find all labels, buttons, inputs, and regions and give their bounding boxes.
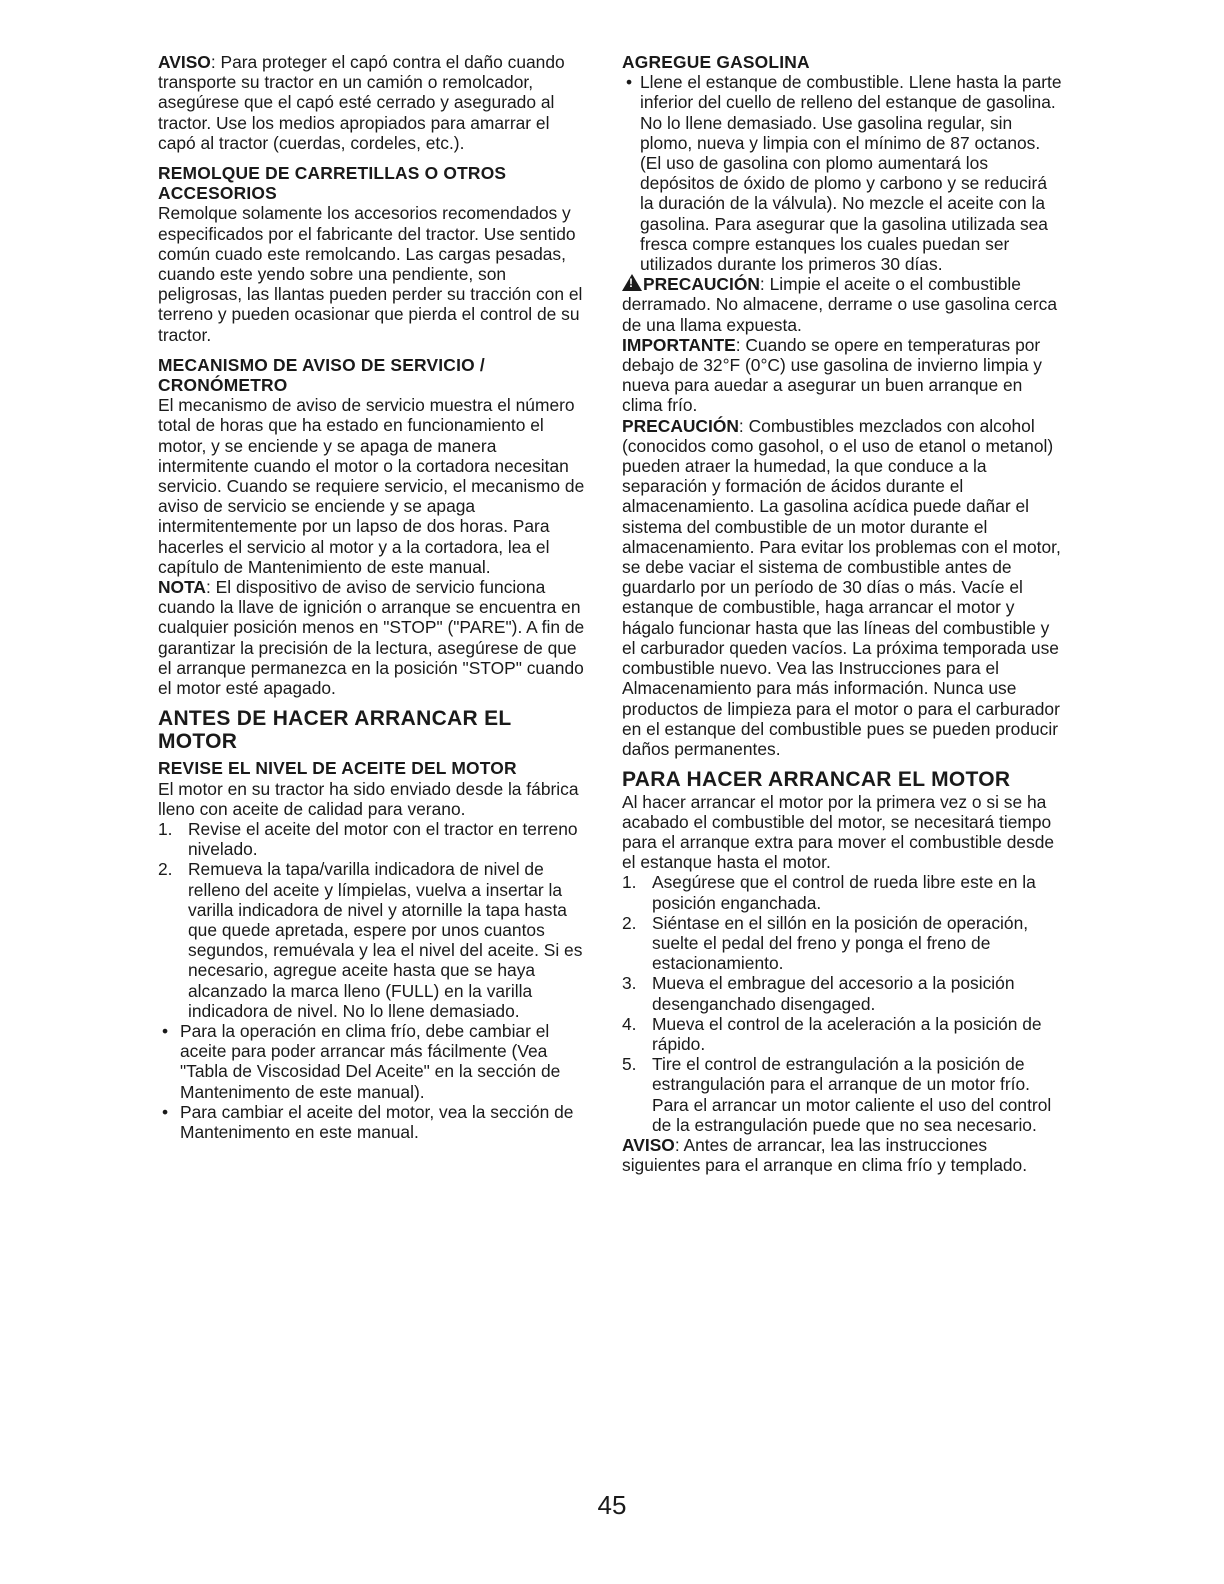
mecanismo-heading: MECANISMO DE AVISO DE SERVICIO / CRONÓMETRO: [158, 354, 485, 396]
right-column: [622, 52, 1062, 1175]
list-item: 2. Siéntase en el sillón en la posición de operación, suelte el pedal del freno y ponga el freno de estacionamiento.: [622, 912, 1029, 974]
remolque-heading: REMOLQUE DE CARRETILLAS O OTROS ACCESORIOS: [158, 163, 507, 204]
revise-paragraph: El motor en su tractor ha sido enviado desde la fábrica lleno con aceite de calidad para verano.: [158, 778, 579, 819]
precaucion2-label: PRECAUCIÓN: [622, 415, 739, 436]
agregue-heading: AGREGUE GASOLINA: [622, 52, 810, 72]
list-item: • Para la operación en clima frío, debe cambiar el aceite para poder arrancar más fácilmente (Vea "Tabla de Viscosidad Del Aceite" en la sección de Mantenimento de este manual).: [162, 1020, 561, 1102]
precaucion1-label: PRECAUCIÓN: [643, 274, 760, 295]
aviso-right-label: AVISO: [622, 1135, 675, 1156]
list-item: 1. Asegúrese que el control de rueda libre este en la posición enganchada.: [622, 872, 1036, 913]
list-item: 5. Tire el control de estrangulación a la posición de estrangulación para el arranque de un motor frío. Para el arrancar un motor caliente el uso del control de la estrangulación puede que no sea necesario.: [622, 1054, 1052, 1135]
list-item: 2. Remueva la tapa/varilla indicadora de nivel de relleno del aceite y límpielas, vuelva a insertar la varilla indicadora de nivel y atornille la tapa hasta que quede apretada, espere por unos cuantos segundos, remuévala y lea el nivel del aceite. Si es necesario, agregue aceite hasta que se haya alcanzado la marca lleno (FULL) en la varilla indicadora de nivel. No lo llene demasiado.: [158, 859, 583, 1021]
warning-triangle-icon: [622, 274, 642, 291]
revise-heading: REVISE EL NIVEL DE ACEITE DEL MOTOR: [158, 758, 517, 779]
list-item: 4. Mueva el control de la aceleración a la posición de rápido.: [622, 1013, 1042, 1055]
antes-heading: ANTES DE HACER ARRANCAR EL MOTOR: [158, 707, 512, 753]
precaucion2-paragraph: PRECAUCIÓN: Combustibles mezclados con alcohol (conocidos como gasohol, o el uso de etanol o metanol) pueden atraer la humedad, la que conduce a la separación y formación de ácidos durante el almacenamiento. La gasolina acídica puede dañar el sistema del combustible de un motor durante el almacenamiento. Para evitar los problemas con el motor, se debe vaciar el sistema de combustible antes de guardarlo por un período de 30 días o más. Vacíe el estanque de combustible, haga arrancar el motor y hágalo funcionar hasta que las líneas del combustible y el carburador queden vacíos. La próxima temporada use combustible nuevo. Vea las Instrucciones para el Almacenamiento para más información. Nunca use productos de limpieza para el motor o para el carburador en el estanque del combustible pues se pueden producir daños permanentes.: [622, 415, 1061, 759]
start-steps-list: [622, 872, 1062, 1135]
importante-paragraph: IMPORTANTE: Cuando se opere en temperaturas por debajo de 32°F (0°C) use gasolina de invierno limpia y nueva para auedar a asegurar un buen arranque en clima frío.: [622, 334, 1042, 416]
oil-bullets-list: [158, 1021, 590, 1142]
list-item: • Llene el estanque de combustible. Llene hasta la parte inferior del cuello de relleno del estanque de gasolina. No lo llene demasiado. Use gasolina regular, sin plomo, nueva y limpia con el mínimo de 87 octanos. (El uso de gasolina con plomo aumentará los depósitos de óxido de plomo y carbono y se reducirá la duración de la válvula). No mezcle el aceite con la gasolina. Para asegurar que la gasolina utilizada sea fresca compre estanques los cuales puedan ser utilizados durante los primeros 30 días.: [626, 72, 1062, 275]
mecanismo-paragraph: El mecanismo de aviso de servicio muestra el número total de horas que ha estado en funcionamiento el motor, y se enciende y se apaga de manera intermitente cuando el motor o la cortadora necesitan servicio. Cuando se requiere servicio, el mecanismo de aviso de servicio se enciende y se apaga intermitentemente por un lapso de dos horas. Para hacerles el servicio al motor y a la cortadora, lea el capítulo de Mantenimiento de este manual.: [158, 395, 585, 577]
aviso-paragraph: AVISO: Para proteger el capó contra el daño cuando transporte su tractor en un camión o remolcador, asegúrese que el capó esté cerrado y asegurado al tractor. Use los medios apropiados para amarrar el capó al tractor (cuerdas, cordeles, etc.).: [158, 52, 565, 153]
oil-steps-list: [158, 819, 590, 1021]
page-number: 45: [597, 1490, 627, 1520]
para-paragraph: Al hacer arrancar el motor por la primera vez o si se ha acabado el combustible del motor, se necesitará tiempo para el arranque extra para mover el combustible desde el estanque hasta el motor.: [622, 791, 1055, 873]
para-heading: PARA HACER ARRANCAR EL MOTOR: [622, 768, 1011, 792]
left-column: [158, 52, 590, 1142]
remolque-paragraph: Remolque solamente los accesorios recomendados y especificados por el fabricante del tractor. Use sentido común cuado este remolcando. Las cargas pesadas, cuando este yendo sobre una pendiente, son peligrosas, las llantas pueden perder su tracción con el terreno y pueden ocasionar que pierda el control de su tractor.: [158, 203, 583, 345]
gasolina-bullets-list: [622, 72, 1062, 274]
list-item: • Para cambiar el aceite del motor, vea la sección de Mantenimento en este manual.: [162, 1101, 574, 1142]
aviso-label: AVISO: [158, 52, 211, 72]
importante-label: IMPORTANTE: [622, 334, 736, 355]
list-item: 3. Mueva el embrague del accesorio a la posición desenganchado disengaged.: [622, 973, 1015, 1014]
aviso-right-paragraph: AVISO: Antes de arrancar, lea las instrucciones siguientes para el arranque en clima frío y templado.: [622, 1135, 1028, 1176]
list-item: 1. Revise el aceite del motor con el tractor en terreno nivelado.: [158, 818, 578, 860]
nota-label: NOTA: [158, 577, 206, 598]
precaucion1-paragraph: !PRECAUCIÓN: Limpie el aceite o el combustible derramado. No almacene, derrame o use gasolina cerca de una llama expuesta.: [622, 274, 1062, 335]
nota-paragraph: NOTA: El dispositivo de aviso de servicio funciona cuando la llave de ignición o arranque se encuentra en cualquier posición menos en "STOP" ("PARE"). A fin de garantizar la precisión de la lectura, asegúrese de que el arranque permanezca en la posición "STOP" cuando el motor esté apagado.: [158, 577, 585, 699]
